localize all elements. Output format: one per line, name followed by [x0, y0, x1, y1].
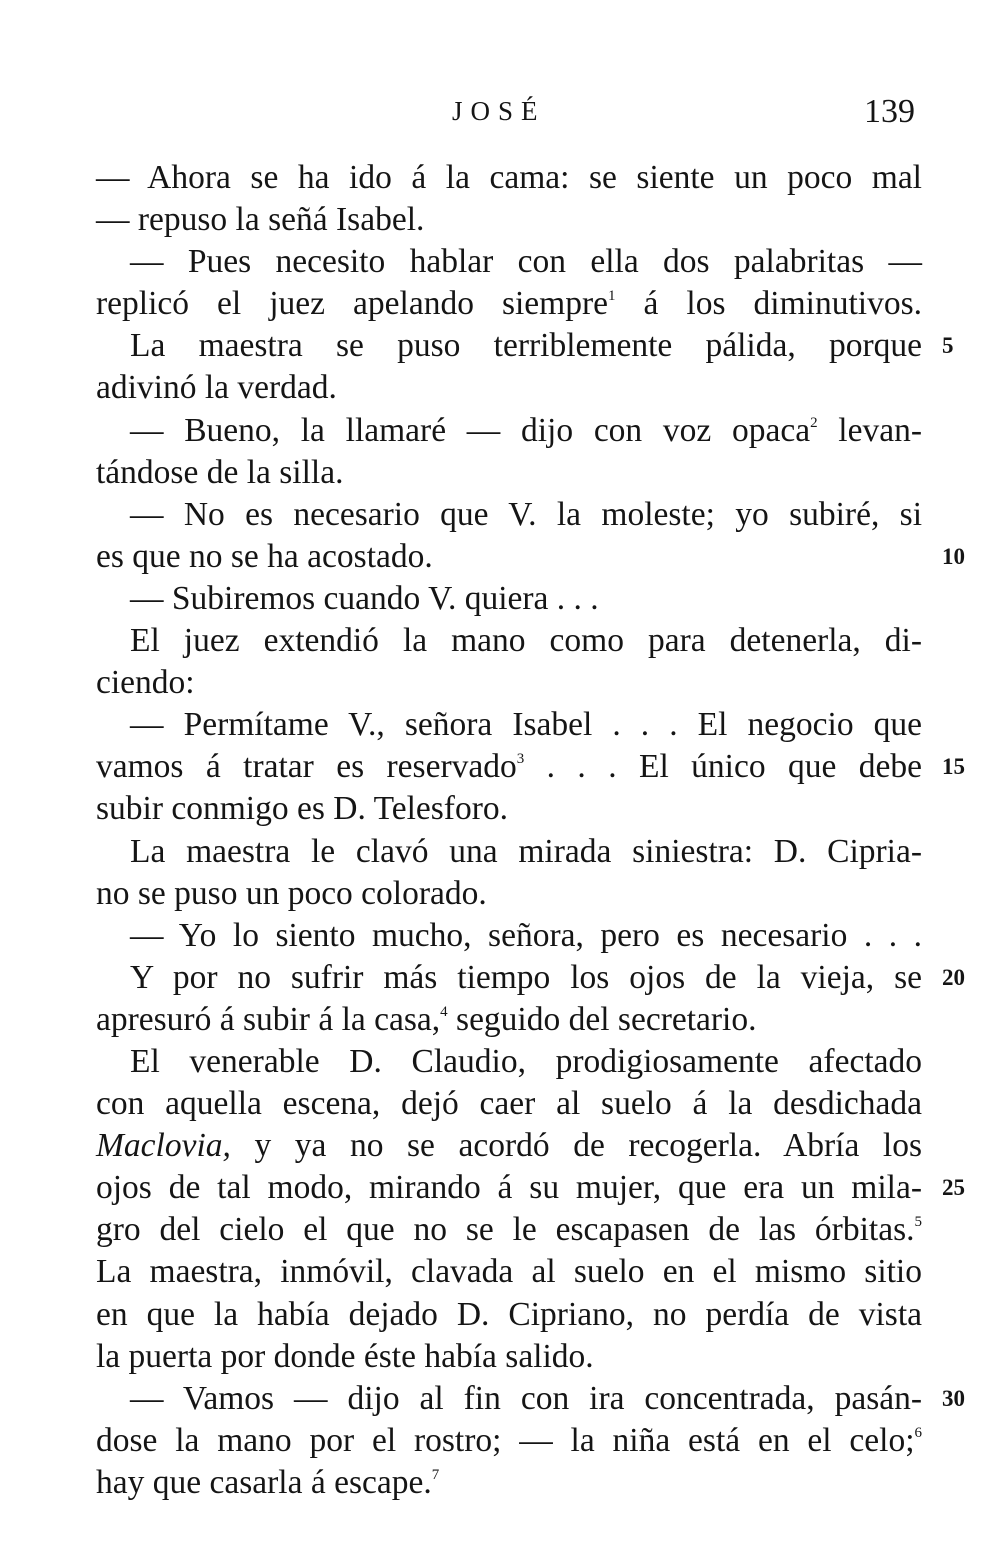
text-line: la puerta por donde éste había salido. — [96, 1337, 594, 1375]
text-line: La maestra, inmóvil, clavada al suelo en el mismo sitio — [96, 1253, 922, 1291]
text-line: El juez extendió la mano como para detenerla, di- — [130, 622, 922, 660]
text-line: ojos de tal modo, mirando á su mujer, que era un mila- 25 — [96, 1167, 922, 1209]
footnote-ref: 3 — [516, 751, 525, 768]
footnote-ref: 5 — [914, 1214, 922, 1231]
line-number: 25 — [942, 1175, 965, 1201]
text-line: con aquella escena, dejó caer al suelo á la desdichada — [96, 1085, 922, 1123]
text-line: — Yo lo siento mucho, señora, pero es necesario . . . — [130, 916, 922, 954]
text-line: subir conmigo es D. Telesforo. — [96, 790, 508, 828]
text-line: La maestra le clavó una mirada siniestra: D. Cipria- — [130, 832, 922, 870]
text-line: es que no se ha acostado. 10 — [96, 536, 922, 578]
text-line: — repuso la señá Isabel. — [96, 201, 425, 239]
text-line: Y por no sufrir más tiempo los ojos de la vieja, se 20 — [96, 957, 922, 999]
text-line: — Ahora se ha ido á la cama: se siente un poco mal — [96, 159, 922, 196]
line-number: 15 — [942, 754, 965, 780]
footnote-ref: 4 — [440, 1003, 448, 1020]
footnote-ref: 6 — [914, 1424, 922, 1441]
text-line: en que la había dejado D. Cipriano, no perdía de vista — [96, 1295, 922, 1333]
text-line: gro del cielo el que no se le escapasen de las órbitas.$^5$ — [96, 1211, 922, 1249]
text-line: — Subiremos cuando V. quiera . . . — [130, 579, 599, 617]
text-line: adivinó la verdad. — [96, 369, 337, 407]
text-line: vamos á tratar es reservado$^3$ . . . El único que debe 15 — [96, 746, 922, 788]
text-line: hay que casarla á escape.$^7$ — [96, 1463, 440, 1501]
text-line: — No es necesario que V. la moleste; yo subiré, si — [130, 495, 922, 533]
running-title: JOSÉ — [452, 96, 546, 126]
text-line: Maclovia, y ya no se acordó de recogerla. Abría los — [96, 1127, 922, 1165]
text-line: — Pues necesito hablar con ella dos palabritas — — [130, 243, 922, 281]
text-line: no se puso un poco colorado. — [96, 874, 487, 912]
text-line: — Permítame V., señora Isabel . . . El negocio que — [130, 706, 922, 744]
line-number: 30 — [942, 1385, 965, 1411]
footnote-ref: 1 — [608, 288, 616, 305]
text-line: ciendo: — [96, 664, 195, 702]
text-line: El venerable D. Claudio, prodigiosamente afectado — [130, 1042, 922, 1080]
line-number: 5 — [942, 333, 954, 359]
footnote-ref: 2 — [810, 414, 818, 431]
text-line: apresuró á subir á la casa,$^4$ seguido del secretario. — [96, 1000, 757, 1038]
text-line: La maestra se puso terriblemente pálida, porque 5 — [96, 325, 922, 367]
text-line: tándose de la silla. — [96, 453, 344, 491]
text-line: dose la mano por el rostro; — la niña está en el celo;$^6$ — [96, 1421, 922, 1459]
line-number: 10 — [942, 543, 965, 569]
footnote-ref: 7 — [431, 1466, 440, 1483]
text-line: — Bueno, la llamaré — dijo con voz opaca$^2$ levan- — [130, 411, 922, 449]
line-number: 20 — [942, 964, 965, 990]
text-line: — Vamos — dijo al fin con ira concentrada, pasán- 30 — [96, 1378, 922, 1420]
page-number: 139 — [864, 93, 915, 130]
text-line: replicó el juez apelando siempre$^1$ á los diminutivos. — [96, 285, 922, 323]
body-text — [96, 157, 965, 1504]
